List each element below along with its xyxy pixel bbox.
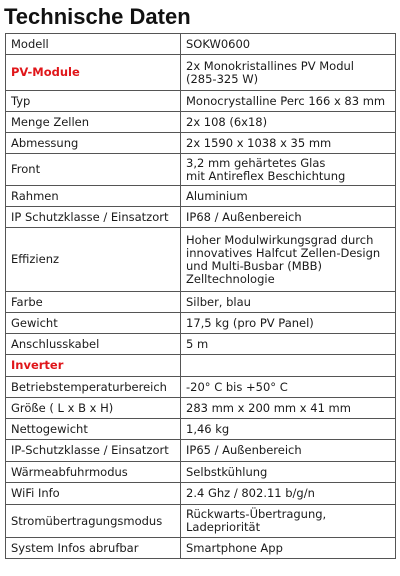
table-row — [6, 112, 396, 133]
table-row — [6, 91, 396, 112]
spec-value: 283 mm x 200 mm x 41 mm — [181, 398, 396, 419]
spec-value: Smartphone App — [181, 538, 396, 559]
spec-value: IP65 / Außenbereich — [181, 440, 396, 462]
spec-label: Abmessung — [6, 133, 181, 154]
table-row — [6, 133, 396, 154]
spec-label: IP-Schutzklasse / Einsatzort — [6, 440, 181, 462]
table-row — [6, 334, 396, 355]
spec-label: Front — [6, 154, 181, 186]
spec-label: Stromübertragungsmodus — [6, 505, 181, 538]
table-row — [6, 207, 396, 228]
table-row — [6, 313, 396, 334]
spec-value: Rückwarts-Übertragung, Ladepriorität — [181, 505, 396, 538]
spec-value: IP68 / Außenbereich — [181, 207, 396, 228]
spec-label: Größe ( L x B x H) — [6, 398, 181, 419]
spec-label: Gewicht — [6, 313, 181, 334]
section-heading: Inverter — [6, 355, 181, 377]
table-row — [6, 419, 396, 440]
spec-label: WiFi Info — [6, 483, 181, 505]
spec-label: Betriebstemperaturbereich — [6, 377, 181, 398]
table-row — [6, 292, 396, 313]
spec-label: Modell — [6, 34, 181, 55]
table-row — [6, 505, 396, 538]
table-row — [6, 228, 396, 292]
table-row — [6, 483, 396, 505]
table-row — [6, 186, 396, 207]
spec-value: Monocrystalline Perc 166 x 83 mm — [181, 91, 396, 112]
spec-value: SOKW0600 — [181, 34, 396, 55]
spec-value: 17,5 kg (pro PV Panel) — [181, 313, 396, 334]
spec-label: Wärmeabfuhrmodus — [6, 462, 181, 483]
spec-value: 2x 108 (6x18) — [181, 112, 396, 133]
spec-label: Typ — [6, 91, 181, 112]
spec-label: Anschlusskabel — [6, 334, 181, 355]
spec-label: IP Schutzklasse / Einsatzort — [6, 207, 181, 228]
table-row — [6, 440, 396, 462]
spec-label: Effizienz — [6, 228, 181, 292]
spec-value: 2x 1590 x 1038 x 35 mm — [181, 133, 396, 154]
spec-value: -20° C bis +50° C — [181, 377, 396, 398]
spec-value: 2.4 Ghz / 802.11 b/g/n — [181, 483, 396, 505]
spec-value: 3,2 mm gehärtetes Glas mit Antireflex Beschichtung — [181, 154, 396, 186]
spec-label: Menge Zellen — [6, 112, 181, 133]
spec-label: Rahmen — [6, 186, 181, 207]
table-row — [6, 462, 396, 483]
spec-label: System Infos abrufbar — [6, 538, 181, 559]
spec-value: 5 m — [181, 334, 396, 355]
table-row — [6, 398, 396, 419]
spec-table — [5, 33, 396, 559]
table-row — [6, 154, 396, 186]
spec-value — [181, 355, 396, 377]
spec-value: 2x Monokristallines PV Modul (285-325 W) — [181, 55, 396, 91]
page-title: Technische Daten — [4, 4, 191, 29]
spec-value: Hoher Modulwirkungsgrad durch innovatives Halfcut Zellen-Design und Multi-Busbar (MBB) Zelltechnologie — [181, 228, 396, 292]
spec-value: Aluminium — [181, 186, 396, 207]
section-heading: PV-Module — [6, 55, 181, 91]
spec-table-body — [6, 34, 396, 559]
spec-label: Farbe — [6, 292, 181, 313]
spec-value: Silber, blau — [181, 292, 396, 313]
table-row — [6, 377, 396, 398]
table-row — [6, 355, 396, 377]
table-row — [6, 538, 396, 559]
table-row — [6, 55, 396, 91]
spec-value: 1,46 kg — [181, 419, 396, 440]
spec-label: Nettogewicht — [6, 419, 181, 440]
spec-value: Selbstkühlung — [181, 462, 396, 483]
table-row — [6, 34, 396, 55]
